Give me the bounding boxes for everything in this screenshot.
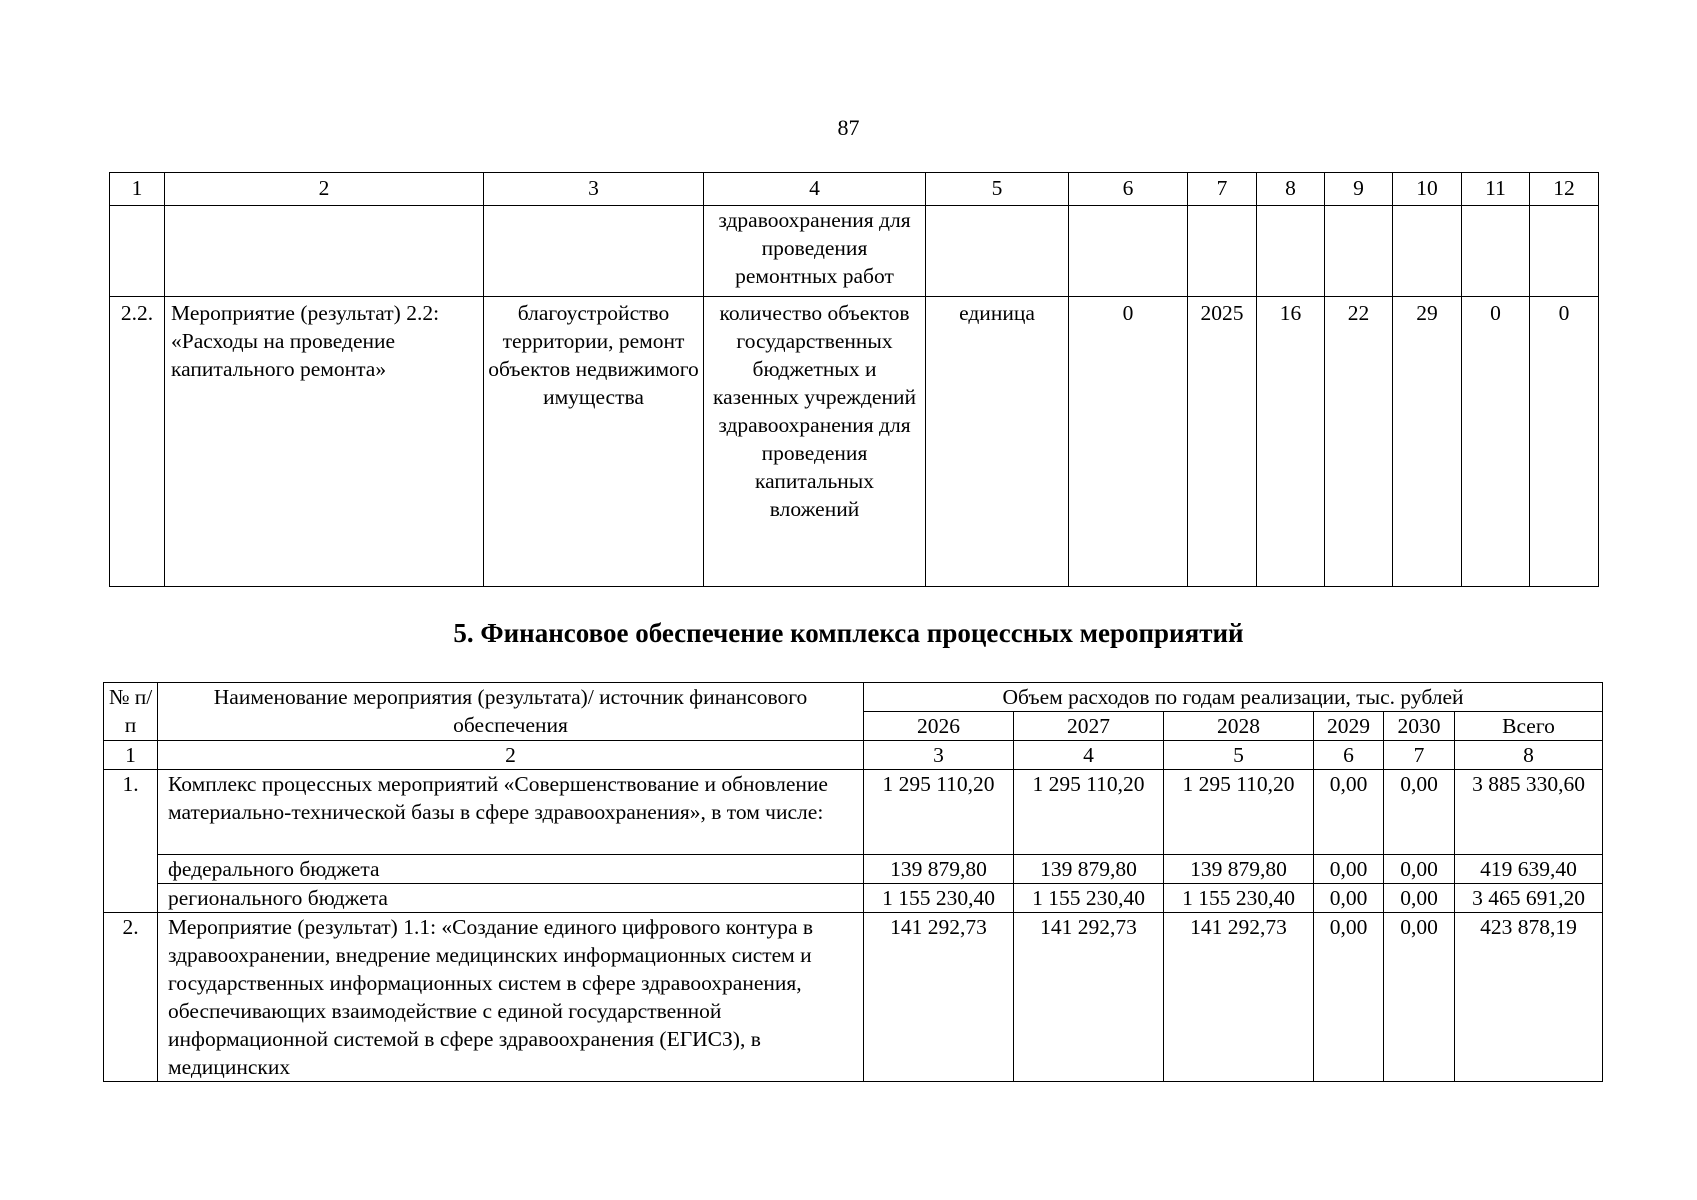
col-number: 3 — [484, 173, 704, 206]
col-number: 4 — [1014, 741, 1164, 770]
col-number: 5 — [926, 173, 1069, 206]
table-row — [104, 913, 1603, 1082]
page-number: 87 — [837, 115, 860, 140]
measure-name: Мероприятие (результат) 2.2: «Расходы на проведение капитального ремонта» — [165, 297, 484, 587]
row-number: 2.2. — [110, 297, 165, 587]
col-number: 4 — [704, 173, 926, 206]
value-2026: 141 292,73 — [864, 913, 1014, 1082]
col-number: 10 — [1393, 173, 1462, 206]
value-2030: 0 — [1530, 297, 1599, 587]
name-header: Наименование мероприятия (результата)/ источник финансового обеспечения — [158, 683, 864, 741]
value-2030: 0,00 — [1384, 884, 1455, 913]
value-2026: 139 879,80 — [864, 855, 1014, 884]
measure-name: Комплекс процессных мероприятий «Совершенствование и обновление материально-технической базы в сфере здравоохранения», в том числе: — [158, 770, 864, 855]
section-title: 5. Финансовое обеспечение комплекса процессных мероприятий — [453, 618, 1244, 648]
col-number: 2 — [158, 741, 864, 770]
col-number: 7 — [1188, 173, 1257, 206]
col-number: 6 — [1314, 741, 1384, 770]
value-total: 3 465 691,20 — [1455, 884, 1603, 913]
num-header: № п/п — [104, 683, 158, 741]
value-2028: 1 295 110,20 — [1164, 770, 1314, 855]
value-2029: 0,00 — [1314, 884, 1384, 913]
col-number: 9 — [1325, 173, 1393, 206]
value-2026: 1 155 230,40 — [864, 884, 1014, 913]
value-2028: 139 879,80 — [1164, 855, 1314, 884]
value-total: 419 639,40 — [1455, 855, 1603, 884]
value-total: 423 878,19 — [1455, 913, 1603, 1082]
total-header: Всего — [1455, 712, 1603, 741]
funding-source: федерального бюджета — [158, 855, 864, 884]
col-number: 11 — [1462, 173, 1530, 206]
col-number: 12 — [1530, 173, 1599, 206]
table-row — [104, 855, 1603, 884]
unit-cell: единица — [926, 297, 1069, 587]
year-header: 2027 — [1014, 712, 1164, 741]
value-2029: 0,00 — [1314, 913, 1384, 1082]
col-number: 6 — [1069, 173, 1188, 206]
financing-table — [103, 682, 1603, 1082]
value-2027: 1 155 230,40 — [1014, 884, 1164, 913]
year-header: 2026 — [864, 712, 1014, 741]
col-number: 1 — [110, 173, 165, 206]
indicator-cell: количество объектов государственных бюджетных и казенных учреждений здравоохранения для проведения капитальных вложений — [704, 297, 926, 587]
value-2027: 22 — [1325, 297, 1393, 587]
col-number: 8 — [1455, 741, 1603, 770]
column-number-row — [110, 173, 1599, 206]
value-2030: 0,00 — [1384, 913, 1455, 1082]
col-number: 8 — [1257, 173, 1325, 206]
col-number: 1 — [104, 741, 158, 770]
value-2030: 0,00 — [1384, 770, 1455, 855]
value-2029: 0 — [1462, 297, 1530, 587]
year-header: 2028 — [1164, 712, 1314, 741]
row-number: 2. — [104, 913, 158, 1082]
funding-source: регионального бюджета — [158, 884, 864, 913]
col-number: 5 — [1164, 741, 1314, 770]
value-2026: 16 — [1257, 297, 1325, 587]
column-number-row — [104, 741, 1603, 770]
base-year: 2025 — [1188, 297, 1257, 587]
measure-name: Мероприятие (результат) 1.1: «Создание единого цифрового контура в здравоохранении, внедрение медицинских информационных систем и государственных информационных систем в сфере здравоохранения, обеспечивающих взаимодействие с единой государственной информационной системой в сфере здравоохранения (ЕГИСЗ), в медицинских — [158, 913, 864, 1082]
year-header: 2030 — [1384, 712, 1455, 741]
indicator-cell: здравоохранения для проведения ремонтных работ — [704, 206, 926, 297]
indicators-table — [109, 172, 1599, 587]
measure-type: благоустройство территории, ремонт объектов недвижимого имущества — [484, 297, 704, 587]
col-number: 2 — [165, 173, 484, 206]
table-row — [104, 884, 1603, 913]
base-value: 0 — [1069, 297, 1188, 587]
volume-header: Объем расходов по годам реализации, тыс. рублей — [864, 683, 1603, 712]
table-row — [110, 297, 1599, 587]
value-total: 3 885 330,60 — [1455, 770, 1603, 855]
year-header: 2029 — [1314, 712, 1384, 741]
value-2028: 29 — [1393, 297, 1462, 587]
value-2029: 0,00 — [1314, 770, 1384, 855]
value-2028: 1 155 230,40 — [1164, 884, 1314, 913]
col-number: 7 — [1384, 741, 1455, 770]
value-2029: 0,00 — [1314, 855, 1384, 884]
header-row — [104, 683, 1603, 712]
col-number: 3 — [864, 741, 1014, 770]
value-2030: 0,00 — [1384, 855, 1455, 884]
value-2028: 141 292,73 — [1164, 913, 1314, 1082]
value-2026: 1 295 110,20 — [864, 770, 1014, 855]
table-row — [110, 206, 1599, 297]
table-row — [104, 770, 1603, 855]
value-2027: 139 879,80 — [1014, 855, 1164, 884]
row-number: 1. — [104, 770, 158, 913]
value-2027: 141 292,73 — [1014, 913, 1164, 1082]
value-2027: 1 295 110,20 — [1014, 770, 1164, 855]
